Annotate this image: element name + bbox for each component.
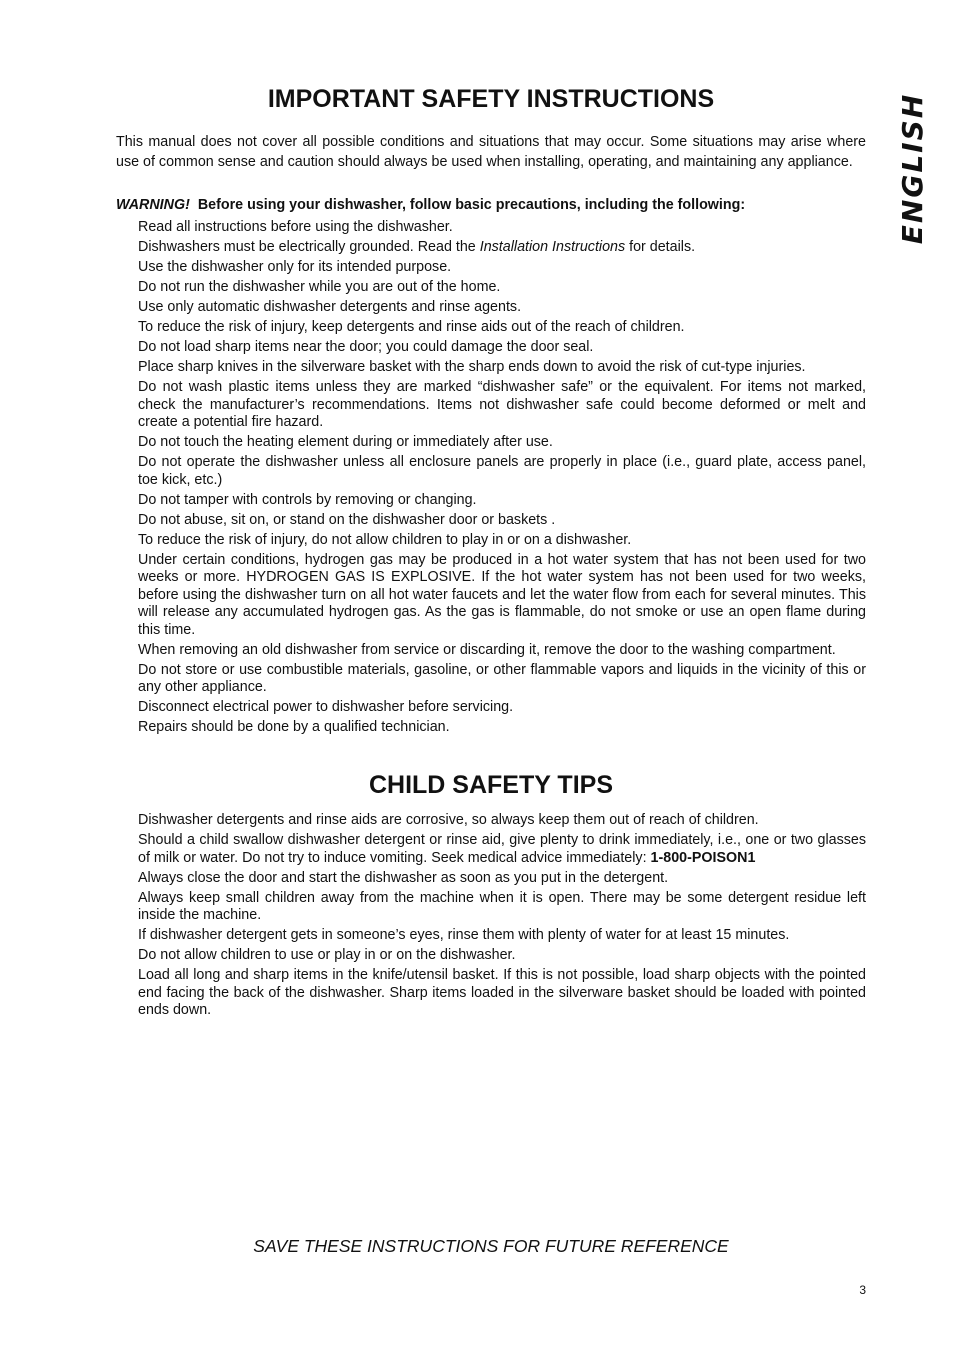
list-item: Disconnect electrical power to dishwasher before servicing. [138,699,514,715]
list-item: Do not abuse, sit on, or stand on the dishwasher door or baskets . [138,511,556,528]
warning-text: Before using your dishwasher, follow basic precautions, including the following: [197,197,746,213]
safety-instructions-list [138,219,866,739]
save-instructions-note: SAVE THESE INSTRUCTIONS FOR FUTURE REFERENCE [253,1236,729,1256]
list-item: Use only automatic dishwasher detergents and rinse agents. [138,299,522,315]
language-tab-label: ENGLISH [896,92,930,244]
list-item: Read all instructions before using the dishwasher. [138,219,453,235]
list-item: If dishwasher detergent gets in someone’s eyes, rinse them with plenty of water for at least 15 minutes. [138,927,790,943]
list-item: Always close the door and start the dishwasher as soon as you put in the detergent. [138,869,669,886]
list-item-text: for details. [625,239,696,255]
list-item: Do not tamper with controls by removing or changing. [138,491,477,508]
list-item: Load all long and sharp items in the knife/utensil basket. If this is not possible, load sharp objects with the pointed end facing the back of the dishwasher. Sharp items loaded in the silverware basket should be loaded with pointed ends down. [138,967,866,1018]
list-item: Do not store or use combustible materials, gasoline, or other flammable vapors and liquids in the vicinity of this or any other appliance. [138,661,866,695]
list-item: Do not operate the dishwasher unless all enclosure panels are properly in place (i.e., guard plate, access panel, toe kick, etc.) [138,454,866,488]
list-item [138,832,866,867]
list-item: Under certain conditions, hydrogen gas may be produced in a hot water system that has not been used for two weeks or more. HYDROGEN GAS IS EXPLOSIVE. If the hot water system has not been used for two weeks, before using the dishwasher turn on all hot water faucets and let the water flow from each for several minutes. This will release any accumulated hydrogen gas. As the gas is flammable, do not smoke or use an open flame during this time. [138,551,866,638]
warning-label: WARNING! [116,197,190,213]
installation-instructions-reference: Installation Instructions [479,239,626,255]
list-item: Place sharp knives in the silverware basket with the sharp ends down to avoid the risk of cut-type injuries. [138,359,806,375]
list-item: Do not touch the heating element during or immediately after use. [138,434,553,450]
language-tab [893,83,933,253]
list-item: Repairs should be done by a qualified technician. [138,719,450,735]
list-item: Use the dishwasher only for its intended purpose. [138,259,452,275]
child-safety-list [138,812,866,1022]
safety-instructions-heading: IMPORTANT SAFETY INSTRUCTIONS [267,85,715,113]
intro-paragraph: This manual does not cover all possible conditions and situations that may occur. Some situations may arise where use of common sense and caution should always be used when installing, operating, and maintaining any appliance. [116,134,866,170]
list-item [138,239,866,257]
child-safety-heading: CHILD SAFETY TIPS [368,771,613,799]
list-item: Do not load sharp items near the door; you could damage the door seal. [138,339,594,355]
list-item: When removing an old dishwasher from service or discarding it, remove the door to the washing compartment. [138,641,836,658]
poison-hotline-number: 1-800-POISON1 [650,849,756,866]
list-item: To reduce the risk of injury, do not allow children to play in or on a dishwasher. [138,531,632,548]
list-item: Do not allow children to use or play in or on the dishwasher. [138,947,516,963]
list-item: Dishwasher detergents and rinse aids are corrosive, so always keep them out of reach of children. [138,812,759,828]
list-item: Always keep small children away from the machine when it is open. There may be some detergent residue left inside the machine. [138,889,866,923]
warning-line [116,196,866,216]
list-item: To reduce the risk of injury, keep detergents and rinse aids out of the reach of children. [138,319,685,335]
page-number: 3 [859,1283,866,1297]
list-item-text: Dishwashers must be electrically grounded. Read the [138,239,480,255]
list-item: Do not wash plastic items unless they are marked “dishwasher safe” or the equivalent. For items not marked, check the manufacturer’s recommendations. Items not dishwasher safe could become deformed or melt and create a potential fire hazard. [138,379,866,430]
list-item-text: Should a child swallow dishwasher detergent or rinse aid, give plenty to drink immediately, i.e., one or two glasses of milk or water. Do not try to induce vomiting. Seek medical advice immediately: [138,832,866,866]
list-item: Do not run the dishwasher while you are out of the home. [138,279,501,295]
